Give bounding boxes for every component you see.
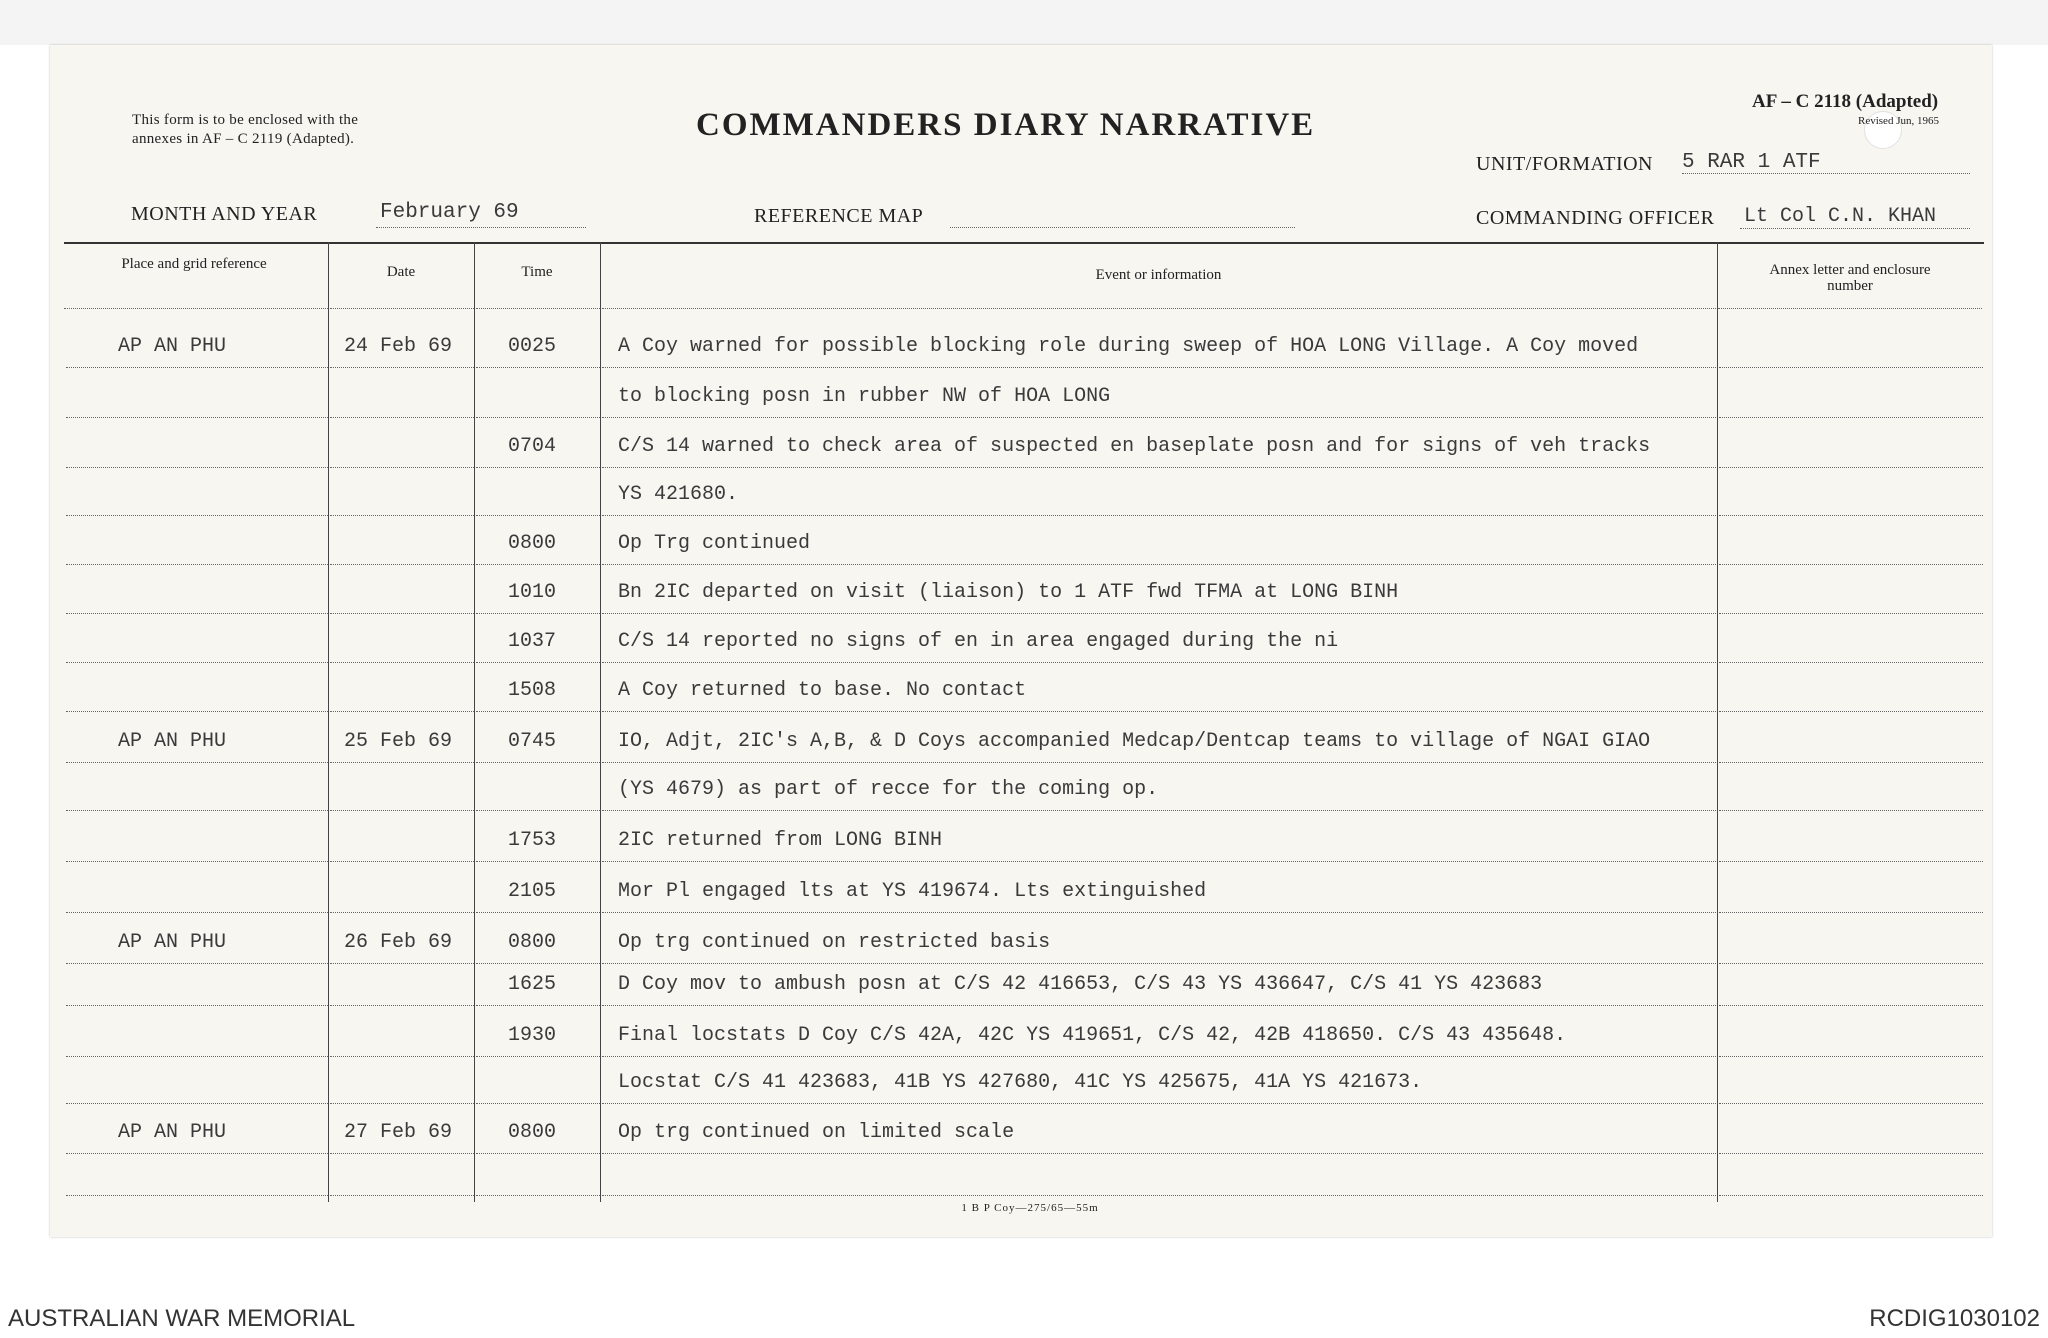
row-event-line: [602, 711, 1716, 712]
printer-imprint: 1 B P Coy—275/65—55m: [961, 1202, 1099, 1214]
row-place-line: [66, 963, 328, 964]
row-event: IO, Adjt, 2IC's A,B, & D Coys accompanied Medcap/Dentcap teams to village of NGAI GIAO: [618, 730, 1651, 753]
header-rule-event: [602, 308, 1716, 309]
row-place-line: [66, 515, 328, 516]
row-event-line: [602, 515, 1716, 516]
row-date-line: [330, 810, 474, 811]
row-event-line: [602, 912, 1716, 913]
row-time-line: [476, 417, 600, 418]
row-place-line: [66, 762, 328, 763]
row-time-line: [476, 662, 600, 663]
row-place-line: [66, 662, 328, 663]
row-event-line: [602, 467, 1716, 468]
row-date-line: [330, 1056, 474, 1057]
row-date-line: [330, 1195, 474, 1196]
commanding-officer-line: [1740, 228, 1970, 229]
row-time-line: [476, 367, 600, 368]
row-time-line: [476, 810, 600, 811]
row-time-line: [476, 963, 600, 964]
row-place-line: [66, 417, 328, 418]
row-date: 27 Feb 69: [344, 1121, 453, 1144]
row-date-line: [330, 861, 474, 862]
row-time-line: [476, 613, 600, 614]
row-place-line: [66, 613, 328, 614]
row-event-line: [602, 810, 1716, 811]
row-date-line: [330, 417, 474, 418]
row-annex-line: [1719, 1056, 1983, 1057]
row-event-line: [602, 613, 1716, 614]
row-event-line: [602, 564, 1716, 565]
row-time: 0800: [508, 1121, 557, 1144]
row-date-line: [330, 1005, 474, 1006]
row-annex-line: [1719, 963, 1983, 964]
row-event-line: [602, 367, 1716, 368]
column-header-date: Date: [386, 264, 416, 280]
row-date-line: [330, 467, 474, 468]
row-time: 1508: [508, 679, 557, 702]
row-time: 0745: [508, 730, 557, 753]
row-event-line: [602, 762, 1716, 763]
reference-map-line: [950, 227, 1295, 228]
row-time: 0025: [508, 335, 557, 358]
commanding-officer-label: COMMANDING OFFICER: [1476, 207, 1715, 229]
header-rule-time: [476, 308, 600, 309]
row-annex-line: [1719, 1195, 1983, 1196]
header-rule-date: [330, 308, 474, 309]
form-number: AF – C 2118 (Adapted): [1752, 91, 1939, 112]
row-event: Bn 2IC departed on visit (liaison) to 1 ATF fwd TFMA at LONG BINH: [618, 581, 1399, 604]
row-event-line: [602, 963, 1716, 964]
form-instruction-note: [132, 111, 462, 149]
row-event-line: [602, 1056, 1716, 1057]
row-annex-line: [1719, 1103, 1983, 1104]
row-annex-line: [1719, 711, 1983, 712]
row-event-line: [602, 1153, 1716, 1154]
commanding-officer-value: Lt Col C.N. KHAN: [1744, 205, 1937, 228]
row-annex-line: [1719, 861, 1983, 862]
row-event: (YS 4679) as part of recce for the coming op.: [618, 778, 1159, 801]
diary-form-sheet: [50, 45, 1992, 1237]
row-time-line: [476, 1056, 600, 1057]
row-event: YS 421680.: [618, 483, 739, 506]
page-title: COMMANDERS DIARY NARRATIVE: [696, 107, 1316, 143]
row-place-line: [66, 367, 328, 368]
row-date: 24 Feb 69: [344, 335, 453, 358]
month-year-value: February 69: [380, 201, 519, 224]
row-place: AP AN PHU: [118, 730, 227, 753]
row-place-line: [66, 1153, 328, 1154]
table-top-rule: [64, 242, 1984, 244]
row-time: 0800: [508, 532, 557, 555]
row-annex-line: [1719, 367, 1983, 368]
column-divider-event: [600, 242, 601, 1202]
row-time-line: [476, 861, 600, 862]
row-event: Op trg continued on restricted basis: [618, 931, 1051, 954]
row-time: 2105: [508, 880, 557, 903]
row-annex-line: [1719, 564, 1983, 565]
row-date: 25 Feb 69: [344, 730, 453, 753]
header-rule-annex: [1718, 308, 1982, 309]
row-annex-line: [1719, 912, 1983, 913]
row-time-line: [476, 1005, 600, 1006]
row-place-line: [66, 861, 328, 862]
row-event: C/S 14 warned to check area of suspected en baseplate posn and for signs of veh tracks: [618, 435, 1651, 458]
row-event: Final locstats D Coy C/S 42A, 42C YS 419651, C/S 42, 42B 418650. C/S 43 435648.: [618, 1024, 1567, 1047]
row-date-line: [330, 613, 474, 614]
row-date-line: [330, 963, 474, 964]
row-time-line: [476, 1195, 600, 1196]
row-time-line: [476, 467, 600, 468]
row-time: 1037: [508, 630, 557, 653]
unit-formation-label: UNIT/FORMATION: [1476, 153, 1653, 175]
row-time-line: [476, 762, 600, 763]
row-place-line: [66, 1195, 328, 1196]
column-header-time: Time: [521, 264, 553, 280]
row-time: 1753: [508, 829, 557, 852]
row-event-line: [602, 1005, 1716, 1006]
header-rule-place: [64, 308, 328, 309]
row-annex-line: [1719, 762, 1983, 763]
row-date: 26 Feb 69: [344, 931, 453, 954]
row-event-line: [602, 861, 1716, 862]
row-annex-line: [1719, 613, 1983, 614]
row-time-line: [476, 1103, 600, 1104]
archive-caption: AUSTRALIAN WAR MEMORIAL: [8, 1305, 356, 1332]
column-header-annex: Annex letter and enclosure number: [1769, 262, 1931, 294]
unit-formation-value: 5 RAR 1 ATF: [1682, 151, 1821, 174]
scan-background: [0, 0, 2048, 45]
row-time: 0704: [508, 435, 557, 458]
row-place-line: [66, 1005, 328, 1006]
row-date-line: [330, 1103, 474, 1104]
row-annex-line: [1719, 1005, 1983, 1006]
row-place-line: [66, 810, 328, 811]
row-place-line: [66, 1103, 328, 1104]
row-date-line: [330, 515, 474, 516]
row-place-line: [66, 1056, 328, 1057]
row-annex-line: [1719, 467, 1983, 468]
row-place-line: [66, 912, 328, 913]
row-event-line: [602, 662, 1716, 663]
row-date-line: [330, 1153, 474, 1154]
row-event: Locstat C/S 41 423683, 41B YS 427680, 41C YS 425675, 41A YS 421673.: [618, 1071, 1423, 1094]
row-place: AP AN PHU: [118, 931, 227, 954]
instruction-line-2: annexes in AF – C 2119 (Adapted).: [132, 131, 355, 147]
month-year-line: [376, 227, 586, 228]
reference-map-label: REFERENCE MAP: [754, 205, 924, 227]
column-divider-time: [474, 242, 475, 1202]
row-place-line: [66, 564, 328, 565]
row-event: C/S 14 reported no signs of en in area engaged during the ni: [618, 630, 1339, 653]
unit-formation-line: [1682, 173, 1970, 174]
row-event: A Coy returned to base. No contact: [618, 679, 1027, 702]
row-event: Op Trg continued: [618, 532, 811, 555]
row-date-line: [330, 662, 474, 663]
row-event: Mor Pl engaged lts at YS 419674. Lts extinguished: [618, 880, 1207, 903]
row-time-line: [476, 912, 600, 913]
record-identifier: RCDIG1030102: [1869, 1305, 2040, 1332]
row-annex-line: [1719, 1153, 1983, 1154]
row-date-line: [330, 912, 474, 913]
column-divider-date: [328, 242, 329, 1202]
row-annex-line: [1719, 810, 1983, 811]
row-date-line: [330, 762, 474, 763]
row-date-line: [330, 367, 474, 368]
column-divider-annex: [1717, 242, 1718, 1202]
row-place-line: [66, 711, 328, 712]
month-year-label: MONTH AND YEAR: [131, 203, 318, 225]
row-place: AP AN PHU: [118, 1121, 227, 1144]
instruction-line-1: This form is to be enclosed with the: [132, 112, 359, 128]
row-annex-line: [1719, 515, 1983, 516]
row-place: AP AN PHU: [118, 335, 227, 358]
row-annex-line: [1719, 662, 1983, 663]
row-place-line: [66, 467, 328, 468]
row-event: to blocking posn in rubber NW of HOA LONG: [618, 385, 1111, 408]
row-event: D Coy mov to ambush posn at C/S 42 416653, C/S 43 YS 436647, C/S 41 YS 423683: [618, 973, 1543, 996]
row-time: 1010: [508, 581, 557, 604]
column-header-event: Event or information: [1095, 267, 1222, 283]
row-time-line: [476, 515, 600, 516]
column-header-place: Place and grid reference: [121, 256, 267, 272]
row-event: Op trg continued on limited scale: [618, 1121, 1015, 1144]
row-date-line: [330, 564, 474, 565]
row-event-line: [602, 1103, 1716, 1104]
row-time-line: [476, 564, 600, 565]
row-annex-line: [1719, 417, 1983, 418]
row-event-line: [602, 417, 1716, 418]
row-event: A Coy warned for possible blocking role during sweep of HOA LONG Village. A Coy moved: [618, 335, 1639, 358]
revision-date: Revised Jun, 1965: [1858, 115, 1939, 127]
row-event: 2IC returned from LONG BINH: [618, 829, 943, 852]
row-time-line: [476, 1153, 600, 1154]
row-time-line: [476, 711, 600, 712]
row-time: 0800: [508, 931, 557, 954]
row-event-line: [602, 1195, 1716, 1196]
row-time: 1930: [508, 1024, 557, 1047]
row-date-line: [330, 711, 474, 712]
row-time: 1625: [508, 973, 557, 996]
